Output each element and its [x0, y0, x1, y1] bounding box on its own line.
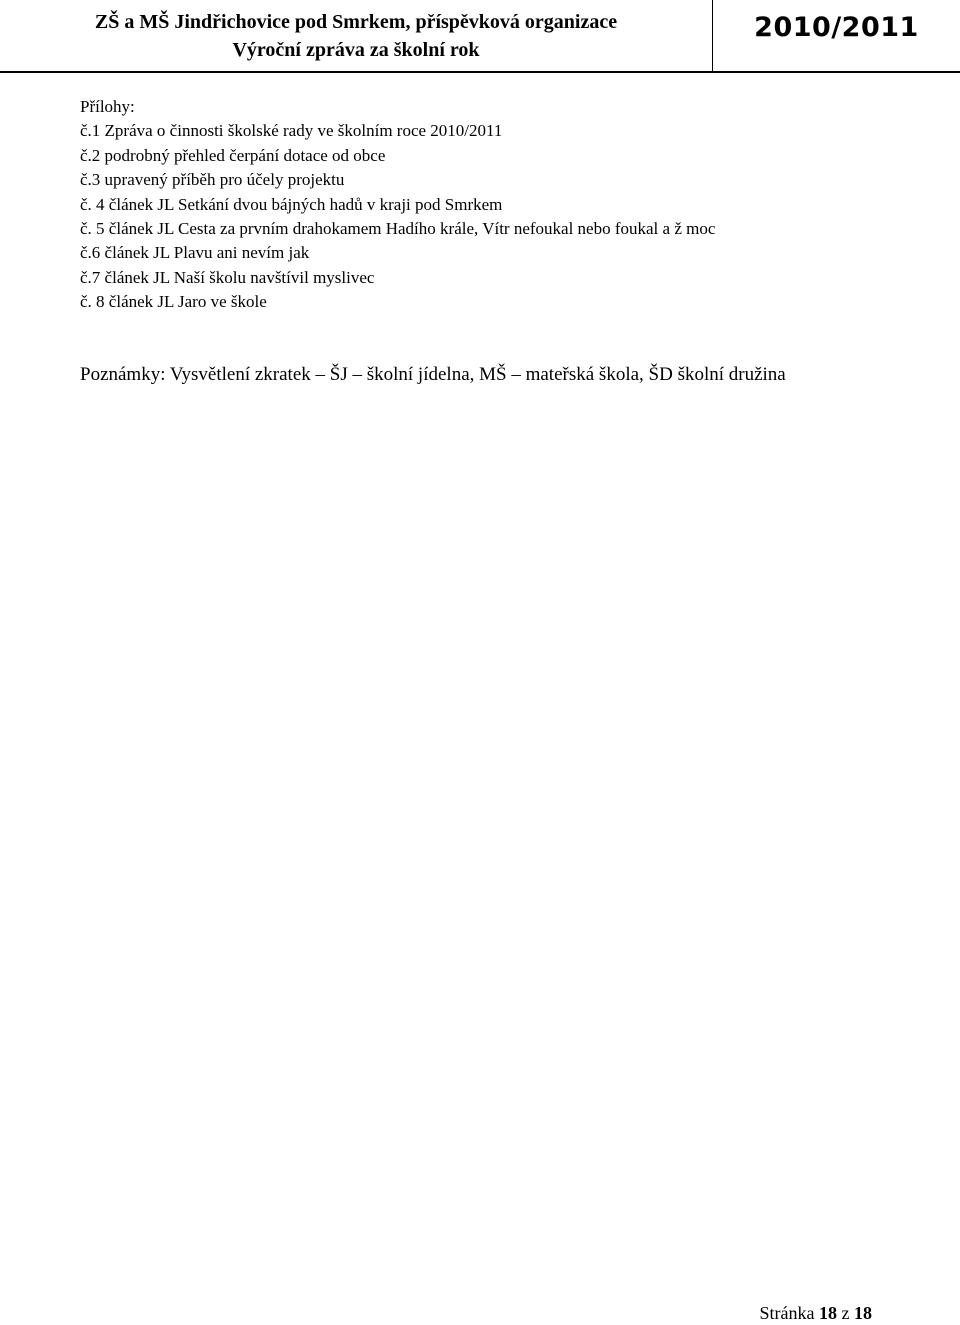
attachments-section — [80, 95, 940, 315]
attachment-item: č.3 upravený příběh pro účely projektu — [80, 170, 345, 190]
attachment-item: č. 8 článek JL Jaro ve škole — [80, 292, 267, 312]
page-of: z — [841, 1303, 850, 1323]
attachment-item: č.7 článek JL Naší školu navštívil myslivec — [80, 267, 375, 287]
school-year: 2010/2011 — [754, 12, 919, 43]
attachment-item: č. 4 článek JL Setkání dvou bájných hadů v kraji pod Smrkem — [80, 194, 503, 214]
page-current: 18 — [819, 1303, 837, 1323]
attachment-item: č.6 článek JL Plavu ani nevím jak — [80, 243, 310, 263]
header-title-block — [0, 0, 712, 72]
page-header — [0, 0, 960, 72]
page-total: 18 — [854, 1303, 872, 1323]
attachments-title: Přílohy: — [80, 97, 135, 116]
page-footer — [760, 1301, 872, 1325]
attachment-item: č.2 podrobný přehled čerpání dotace od obce — [80, 145, 386, 165]
school-name: ZŠ a MŠ Jindřichovice pod Smrkem, příspěvková organizace — [94, 11, 618, 33]
attachment-item: č.1 Zpráva o činnosti školské rady ve školním roce 2010/2011 — [80, 121, 503, 141]
report-title: Výroční zpráva za školní rok — [232, 39, 480, 61]
page-label: Stránka — [759, 1303, 815, 1323]
notes-paragraph: Poznámky: Vysvětlení zkratek – ŠJ – školní jídelna, MŠ – mateřská škola, ŠD školní družina — [80, 364, 786, 385]
header-rule — [0, 71, 960, 73]
attachment-item: č. 5 článek JL Cesta za prvním drahokamem Hadího krále, Vítr nefoukal nebo foukal a ž moc — [80, 219, 716, 239]
